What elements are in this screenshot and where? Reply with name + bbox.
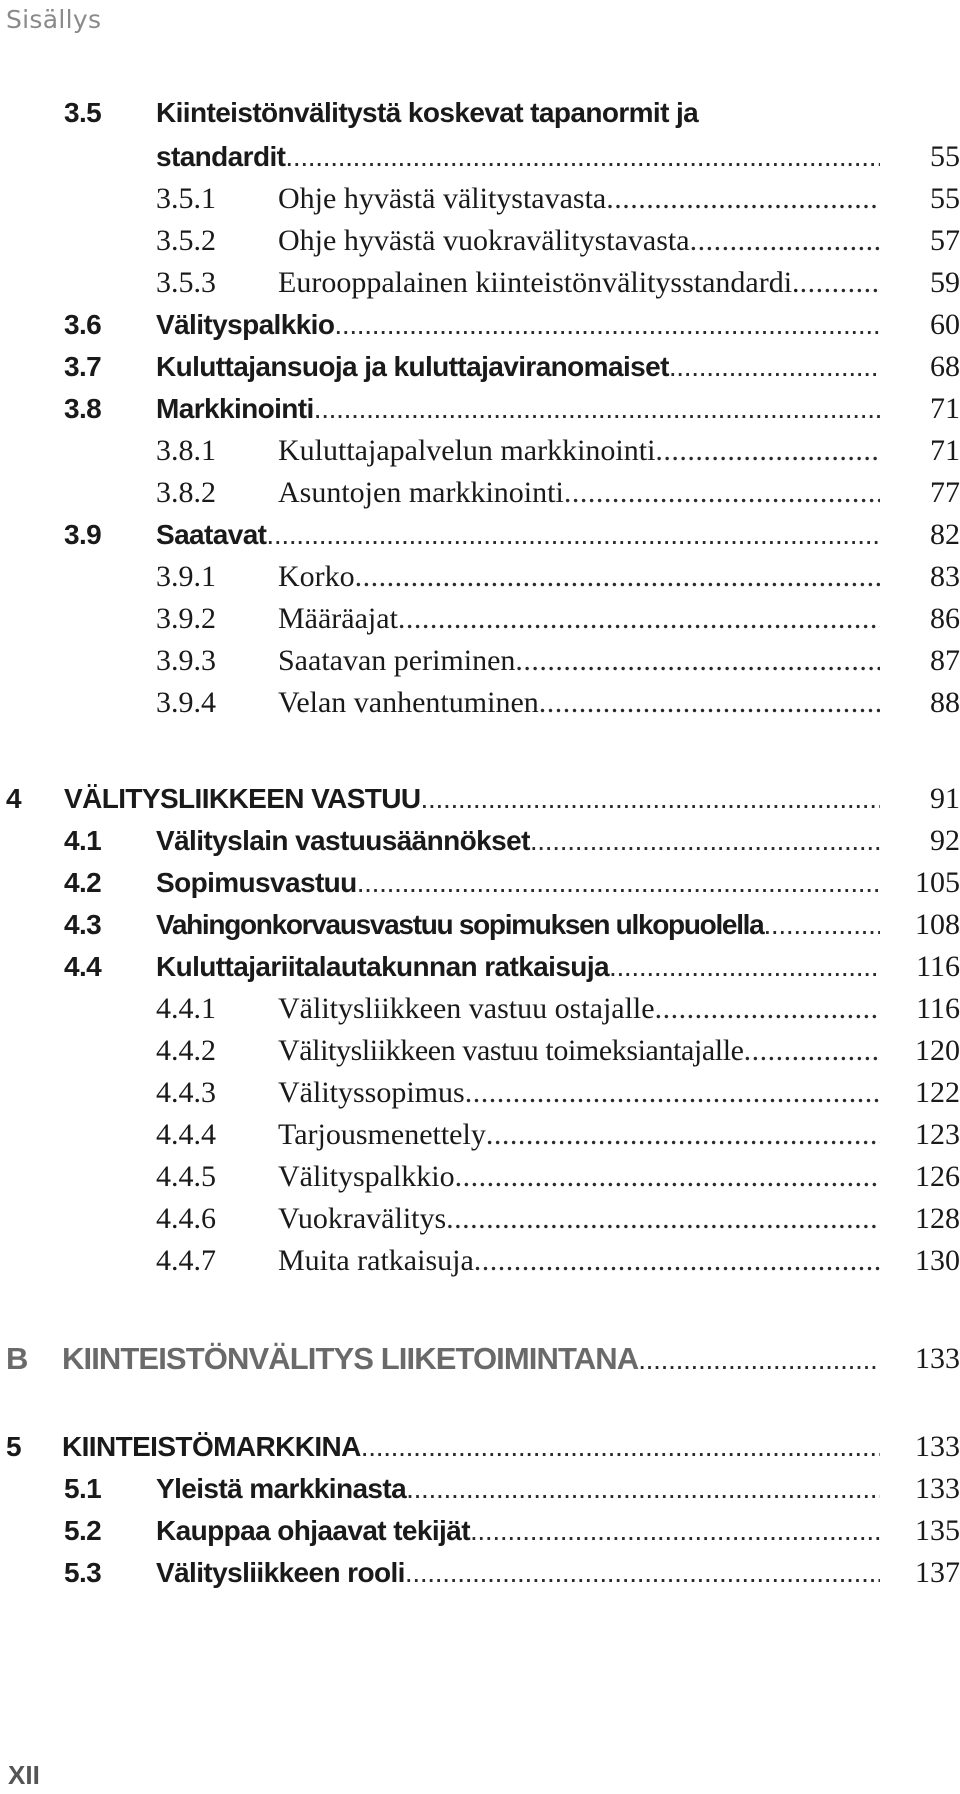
toc-page-number: 83 bbox=[930, 560, 960, 593]
toc-entry-number: 3.6 bbox=[64, 309, 102, 340]
toc-entry-number: 4.4.2 bbox=[156, 1034, 216, 1067]
toc-entry-title: Kuluttajariitalautakunnan ratkaisuja bbox=[156, 951, 609, 982]
dot-leader bbox=[361, 1428, 880, 1466]
toc-entry-title: Välitysliikkeen vastuu ostajalle bbox=[278, 992, 655, 1025]
toc-page-number: 130 bbox=[915, 1244, 960, 1277]
toc-entry-4-2[interactable] bbox=[0, 864, 960, 902]
toc-entry-title: Tarjousmenettely bbox=[278, 1118, 486, 1151]
toc-entry-number: 4.4 bbox=[64, 951, 102, 982]
toc-page-number: 137 bbox=[915, 1556, 960, 1589]
toc-entry-number: 3.8.1 bbox=[156, 434, 216, 467]
toc-entry-number: 4.4.3 bbox=[156, 1076, 216, 1109]
toc-entry-number: 3.5.3 bbox=[156, 266, 216, 299]
dot-leader bbox=[455, 1158, 880, 1196]
toc-page-number: 116 bbox=[916, 950, 960, 983]
toc-entry-title: Välityspalkkio bbox=[278, 1160, 455, 1193]
toc-entry-title: Velan vanhentuminen bbox=[278, 686, 539, 719]
page-header: Sisällys bbox=[6, 5, 102, 34]
toc-page-number: 133 bbox=[915, 1430, 960, 1463]
toc-entry-3-9-1[interactable] bbox=[0, 558, 960, 596]
toc-entry-title: Kiinteistönvälitystä koskevat tapanormit ja bbox=[156, 97, 699, 128]
toc-page-number: 60 bbox=[930, 308, 960, 341]
dot-leader bbox=[470, 1512, 880, 1550]
toc-entry-title: Välitysliikkeen vastuu toimeksiantajalle bbox=[278, 1034, 744, 1067]
page-number-footer: XII bbox=[8, 1760, 40, 1790]
toc-page-number: 86 bbox=[930, 602, 960, 635]
toc-entry-number: 4.4.6 bbox=[156, 1202, 216, 1235]
toc-page-number: 92 bbox=[930, 824, 960, 857]
dot-leader bbox=[763, 906, 880, 944]
toc-entry-number: 3.9.3 bbox=[156, 644, 216, 677]
toc-entry-3-5-3[interactable] bbox=[0, 264, 960, 302]
dot-leader bbox=[314, 390, 880, 428]
toc-entry-title: Saatavan periminen bbox=[278, 644, 516, 677]
toc-entry-number: 3.5.2 bbox=[156, 224, 216, 257]
toc-entry-title: Ohje hyvästä vuokravälitystavasta bbox=[278, 224, 690, 257]
dot-leader bbox=[669, 348, 880, 386]
dot-leader bbox=[606, 180, 880, 218]
toc-page-number: 59 bbox=[930, 266, 960, 299]
toc-entry-3-5-cont[interactable] bbox=[0, 138, 960, 176]
dot-leader bbox=[564, 474, 880, 512]
toc-page-number: 57 bbox=[930, 224, 960, 257]
dot-leader bbox=[609, 948, 880, 986]
toc-page-number: 77 bbox=[930, 476, 960, 509]
toc-entry-title: Sopimusvastuu bbox=[156, 867, 357, 898]
toc-page-number: 116 bbox=[916, 992, 960, 1025]
toc-entry-number: 5.1 bbox=[64, 1473, 102, 1504]
toc-entry-number: 4.4.7 bbox=[156, 1244, 216, 1277]
dot-leader bbox=[266, 516, 880, 554]
toc-entry-number: 3.8 bbox=[64, 393, 102, 424]
toc-page-number: 88 bbox=[930, 686, 960, 719]
toc-page-number: 120 bbox=[915, 1034, 960, 1067]
toc-entry-number: 4.3 bbox=[64, 909, 102, 940]
toc-entry-number: 3.8.2 bbox=[156, 476, 216, 509]
toc-entry-number: 5.2 bbox=[64, 1515, 102, 1546]
toc-entry-title: Kuluttajansuoja ja kuluttajaviranomaiset bbox=[156, 351, 669, 382]
toc-page-number: 71 bbox=[930, 434, 960, 467]
toc-page-number: 82 bbox=[930, 518, 960, 551]
toc-entry-4-4-5[interactable] bbox=[0, 1158, 960, 1196]
toc-entry-title: Määräajat bbox=[278, 602, 398, 635]
toc-entry-3-5[interactable] bbox=[0, 94, 960, 132]
toc-entry-3-8-1[interactable] bbox=[0, 432, 960, 470]
dot-leader bbox=[530, 822, 880, 860]
toc-entry-number: 4.4.1 bbox=[156, 992, 216, 1025]
toc-entry-title: Kauppaa ohjaavat tekijät bbox=[156, 1515, 470, 1546]
dot-leader bbox=[357, 864, 880, 902]
dot-leader bbox=[465, 1074, 880, 1112]
toc-entry-4-4-3[interactable] bbox=[0, 1074, 960, 1112]
toc-entry-title: Korko bbox=[278, 560, 355, 593]
toc-page-number: 126 bbox=[915, 1160, 960, 1193]
dot-leader bbox=[334, 306, 880, 344]
toc-entry-title: Välityssopimus bbox=[278, 1076, 465, 1109]
toc-page-number: 135 bbox=[915, 1514, 960, 1547]
toc-page-number: 123 bbox=[915, 1118, 960, 1151]
toc-entry-title: Välityslain vastuusäännökset bbox=[156, 825, 530, 856]
toc-entry-3-7[interactable] bbox=[0, 348, 960, 386]
toc-entry-3-8[interactable] bbox=[0, 390, 960, 428]
toc-entry-4-4-6[interactable] bbox=[0, 1200, 960, 1238]
toc-entry-title: Muita ratkaisuja bbox=[278, 1244, 474, 1277]
toc-entry-4[interactable] bbox=[0, 780, 960, 818]
toc-entry-3-5-2[interactable] bbox=[0, 222, 960, 260]
toc-entry-title: VÄLITYSLIIKKEEN VASTUU bbox=[64, 783, 421, 814]
dot-leader bbox=[446, 1200, 880, 1238]
toc-entry-5-2[interactable] bbox=[0, 1512, 960, 1550]
toc-page-number: 71 bbox=[930, 392, 960, 425]
toc-entry-number: 5.3 bbox=[64, 1557, 102, 1588]
toc-entry-number: 5 bbox=[6, 1431, 21, 1462]
toc-entry-5[interactable] bbox=[0, 1428, 960, 1466]
toc-entry-4-1[interactable] bbox=[0, 822, 960, 860]
dot-leader bbox=[655, 990, 880, 1028]
toc-entry-title: Vahingonkorvausvastuu sopimuksen ulkopuolella bbox=[156, 909, 764, 940]
dot-leader bbox=[539, 684, 880, 722]
dot-leader bbox=[355, 558, 880, 596]
toc-entry-title: Kuluttajapalvelun markkinointi bbox=[278, 434, 656, 467]
dot-leader bbox=[285, 138, 880, 176]
toc-page-number: 108 bbox=[915, 908, 960, 941]
toc-page-number: 128 bbox=[915, 1202, 960, 1235]
toc-entry-title: Välityspalkkio bbox=[156, 309, 335, 340]
toc-entry-number: 3.9 bbox=[64, 519, 102, 550]
dot-leader bbox=[690, 222, 880, 260]
toc-entry-title: Välitysliikkeen rooli bbox=[156, 1557, 405, 1588]
dot-leader bbox=[398, 600, 880, 638]
toc-entry-number: 3.9.4 bbox=[156, 686, 216, 719]
toc-entry-number: 4 bbox=[6, 783, 21, 814]
dot-leader bbox=[486, 1116, 880, 1154]
toc-entry-4-4-1[interactable] bbox=[0, 990, 960, 1028]
toc-entry-5-3[interactable] bbox=[0, 1554, 960, 1592]
toc-entry-part-b[interactable] bbox=[0, 1338, 960, 1380]
dot-leader bbox=[638, 1339, 880, 1381]
toc-page-number: 55 bbox=[930, 182, 960, 215]
toc-entry-3-5-1[interactable] bbox=[0, 180, 960, 218]
dot-leader bbox=[474, 1242, 880, 1280]
toc-entry-4-4-2[interactable] bbox=[0, 1032, 960, 1070]
toc-entry-number: 3.9.1 bbox=[156, 560, 216, 593]
dot-leader bbox=[800, 264, 880, 302]
toc-page-number: 55 bbox=[930, 140, 960, 173]
toc-entry-4-4[interactable] bbox=[0, 948, 960, 986]
toc-entry-3-6[interactable] bbox=[0, 306, 960, 344]
toc-page-number: 133 bbox=[915, 1472, 960, 1505]
toc-entry-4-4-4[interactable] bbox=[0, 1116, 960, 1154]
toc-entry-number: 3.7 bbox=[64, 351, 102, 382]
toc-entry-title: Yleistä markkinasta bbox=[156, 1473, 407, 1504]
dot-leader bbox=[405, 1554, 880, 1592]
dot-leader bbox=[744, 1032, 880, 1070]
toc-entry-title: Asuntojen markkinointi bbox=[278, 476, 564, 509]
dot-leader bbox=[515, 642, 880, 680]
toc-entry-3-9[interactable] bbox=[0, 516, 960, 554]
toc-entry-title: standardit bbox=[156, 141, 286, 172]
toc-entry-title: KIINTEISTÖMARKKINA bbox=[62, 1431, 361, 1462]
toc-entry-3-8-2[interactable] bbox=[0, 474, 960, 512]
toc-entry-title: KIINTEISTÖNVÄLITYS LIIKETOIMINTANA bbox=[62, 1341, 639, 1376]
toc-page-number: 91 bbox=[930, 782, 960, 815]
toc-page-number: 68 bbox=[930, 350, 960, 383]
toc-entry-title: Markkinointi bbox=[156, 393, 314, 424]
toc-entry-number: 3.5.1 bbox=[156, 182, 216, 215]
toc-entry-number: B bbox=[6, 1341, 28, 1376]
dot-leader bbox=[655, 432, 880, 470]
toc-entry-number: 3.5 bbox=[64, 97, 102, 128]
toc-entry-number: 4.2 bbox=[64, 867, 102, 898]
toc-entry-3-9-4[interactable] bbox=[0, 684, 960, 722]
toc-entry-number: 4.4.4 bbox=[156, 1118, 216, 1151]
toc-entry-number: 4.4.5 bbox=[156, 1160, 216, 1193]
dot-leader bbox=[421, 780, 880, 818]
toc-entry-title: Ohje hyvästä välitystavasta bbox=[278, 182, 607, 215]
toc-entry-title: Saatavat bbox=[156, 519, 267, 550]
toc-entry-4-3[interactable] bbox=[0, 906, 960, 944]
toc-page-number: 105 bbox=[915, 866, 960, 899]
toc-entry-title: Eurooppalainen kiinteistönvälitysstandardi. bbox=[278, 266, 800, 299]
toc-entry-5-1[interactable] bbox=[0, 1470, 960, 1508]
toc-page-number: 133 bbox=[915, 1342, 960, 1375]
toc-entry-number: 4.1 bbox=[64, 825, 102, 856]
toc-page-number: 87 bbox=[930, 644, 960, 677]
toc-entry-4-4-7[interactable] bbox=[0, 1242, 960, 1280]
toc-entry-3-9-2[interactable] bbox=[0, 600, 960, 638]
dot-leader bbox=[406, 1470, 880, 1508]
toc-entry-3-9-3[interactable] bbox=[0, 642, 960, 680]
toc-page-number: 122 bbox=[915, 1076, 960, 1109]
toc-entry-number: 3.9.2 bbox=[156, 602, 216, 635]
toc-entry-title: Vuokravälitys bbox=[278, 1202, 447, 1235]
